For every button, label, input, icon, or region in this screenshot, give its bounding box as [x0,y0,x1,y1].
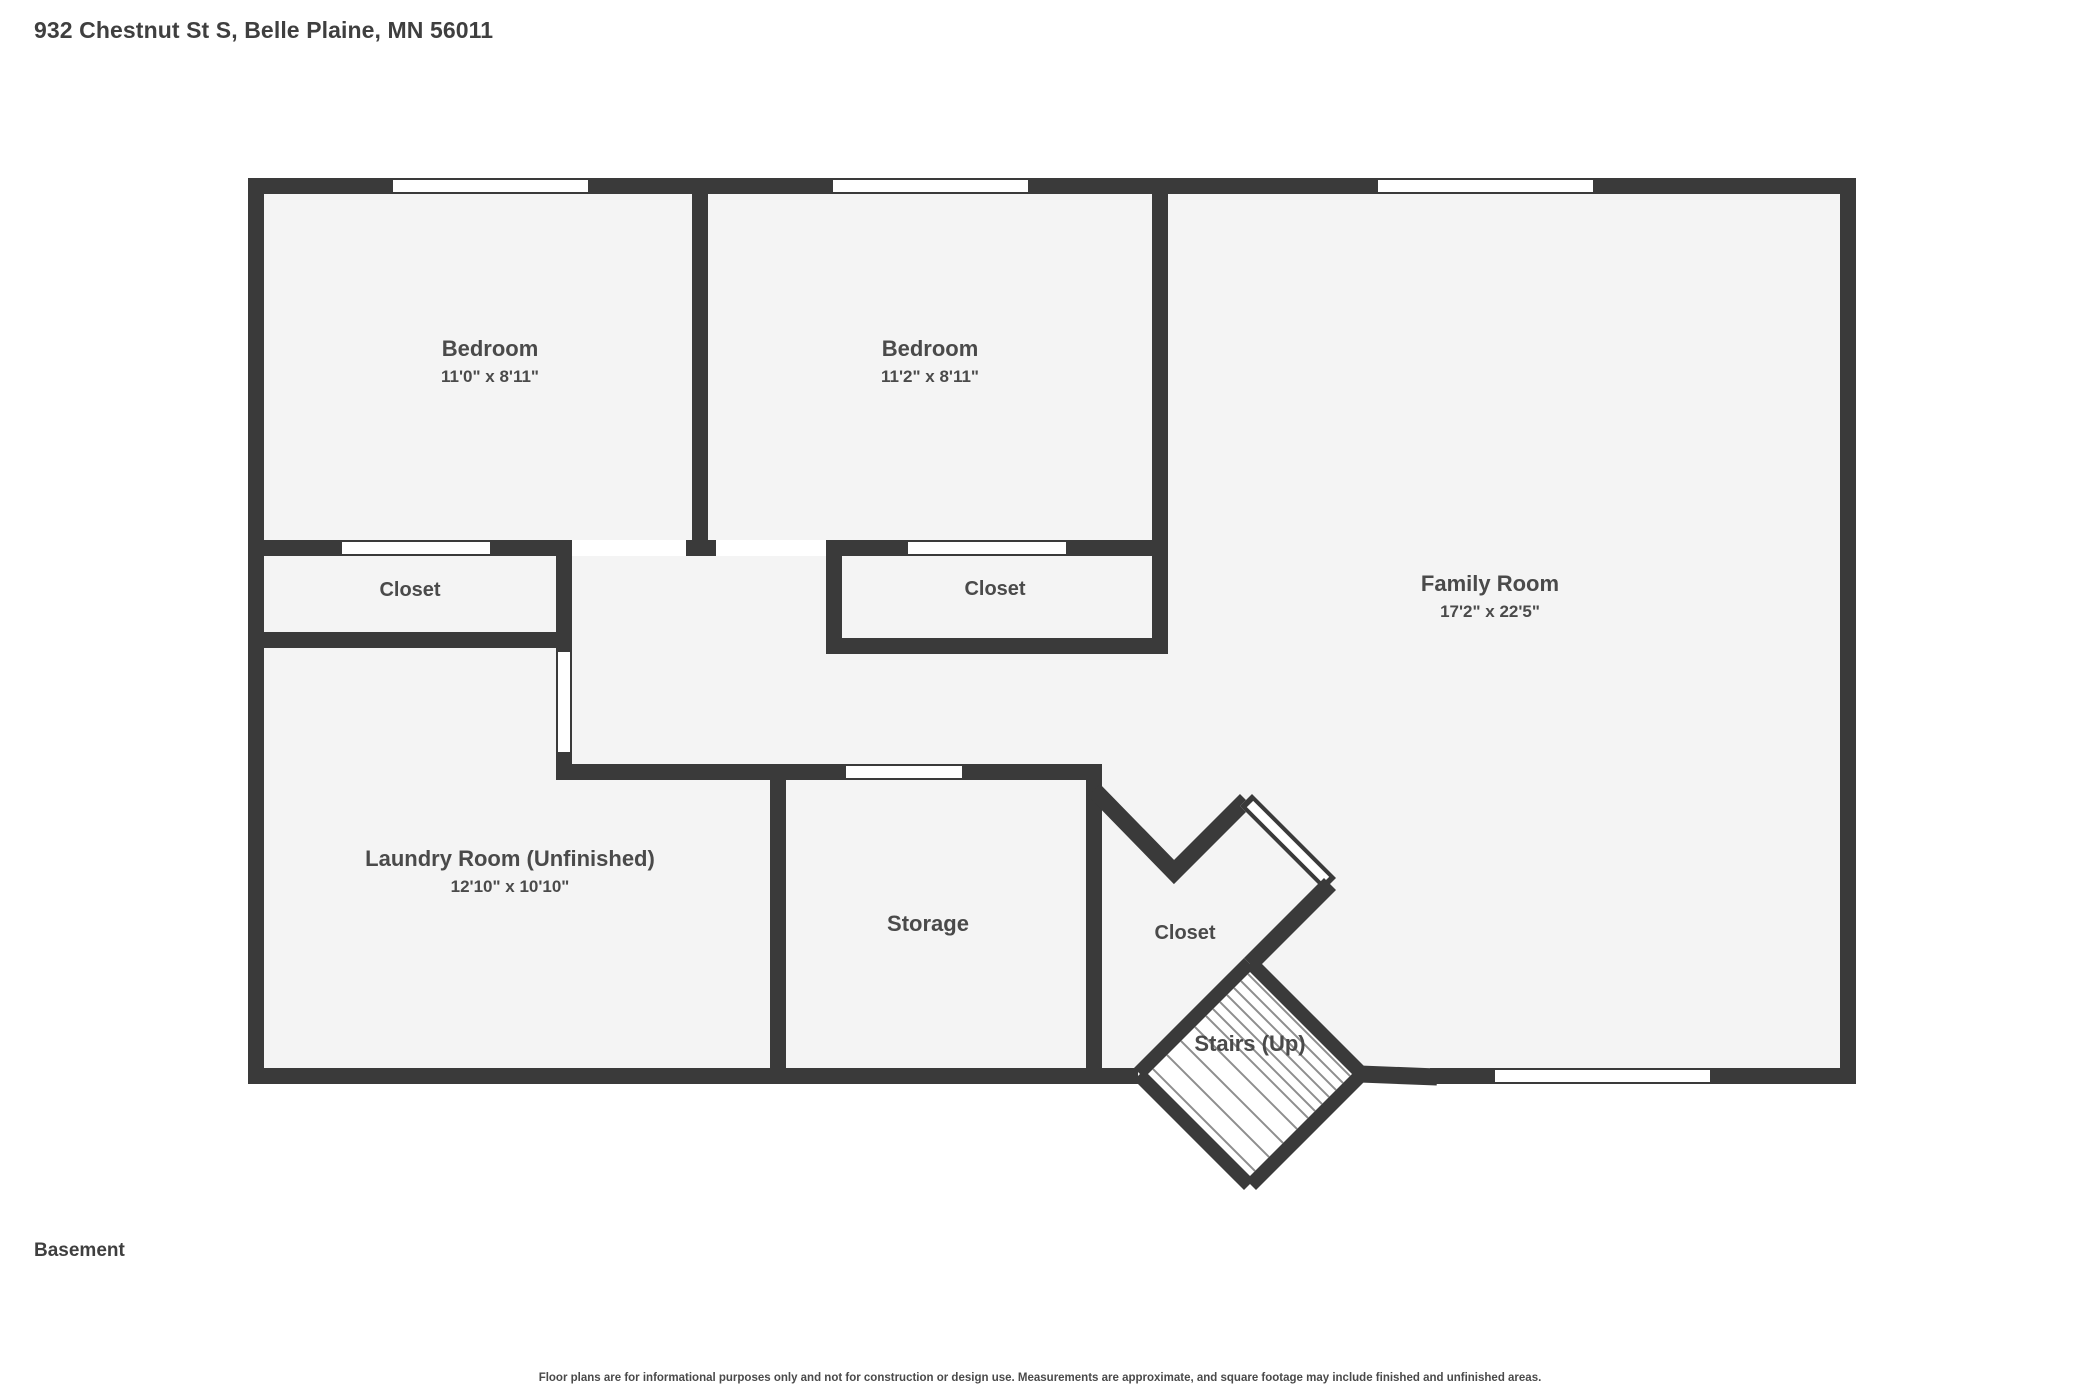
room-name: Bedroom [881,336,979,361]
room-name: Closet [964,578,1026,600]
room-label-closet-2 [885,577,1105,602]
room-label-closet-3 [1075,921,1295,946]
room-name: Closet [1154,922,1216,944]
room-label-bedroom-1 [380,335,600,387]
room-dimensions: 11'2" x 8'11" [881,366,979,386]
room-name: Stairs (Up) [1194,1031,1306,1056]
disclaimer-text: Floor plans are for informational purposes only and not for construction or design use. Measurements are approximate, and square footage may include finished and unfinished areas. [538,1372,1542,1384]
room-name: Bedroom [441,336,539,361]
room-name: Family Room [1420,571,1560,596]
floor-level-label: Basement [34,1240,125,1261]
room-label-laundry-room [195,845,825,897]
room-label-storage [818,910,1038,938]
room-name: Storage [887,911,969,936]
room-dimensions: 11'0" x 8'11" [441,366,539,386]
page-title: 932 Chestnut St S, Belle Plaine, MN 56011 [34,17,494,43]
room-label-stairs [1105,1030,1395,1058]
room-label-family-room [1380,570,1600,622]
room-label-bedroom-2 [820,335,1040,387]
room-dimensions: 17'2" x 22'5" [1440,601,1540,621]
room-name: Laundry Room (Unfinished) [365,846,655,871]
room-label-closet-1 [300,578,520,603]
room-dimensions: 12'10" x 10'10" [450,876,570,896]
room-name: Closet [379,579,441,601]
